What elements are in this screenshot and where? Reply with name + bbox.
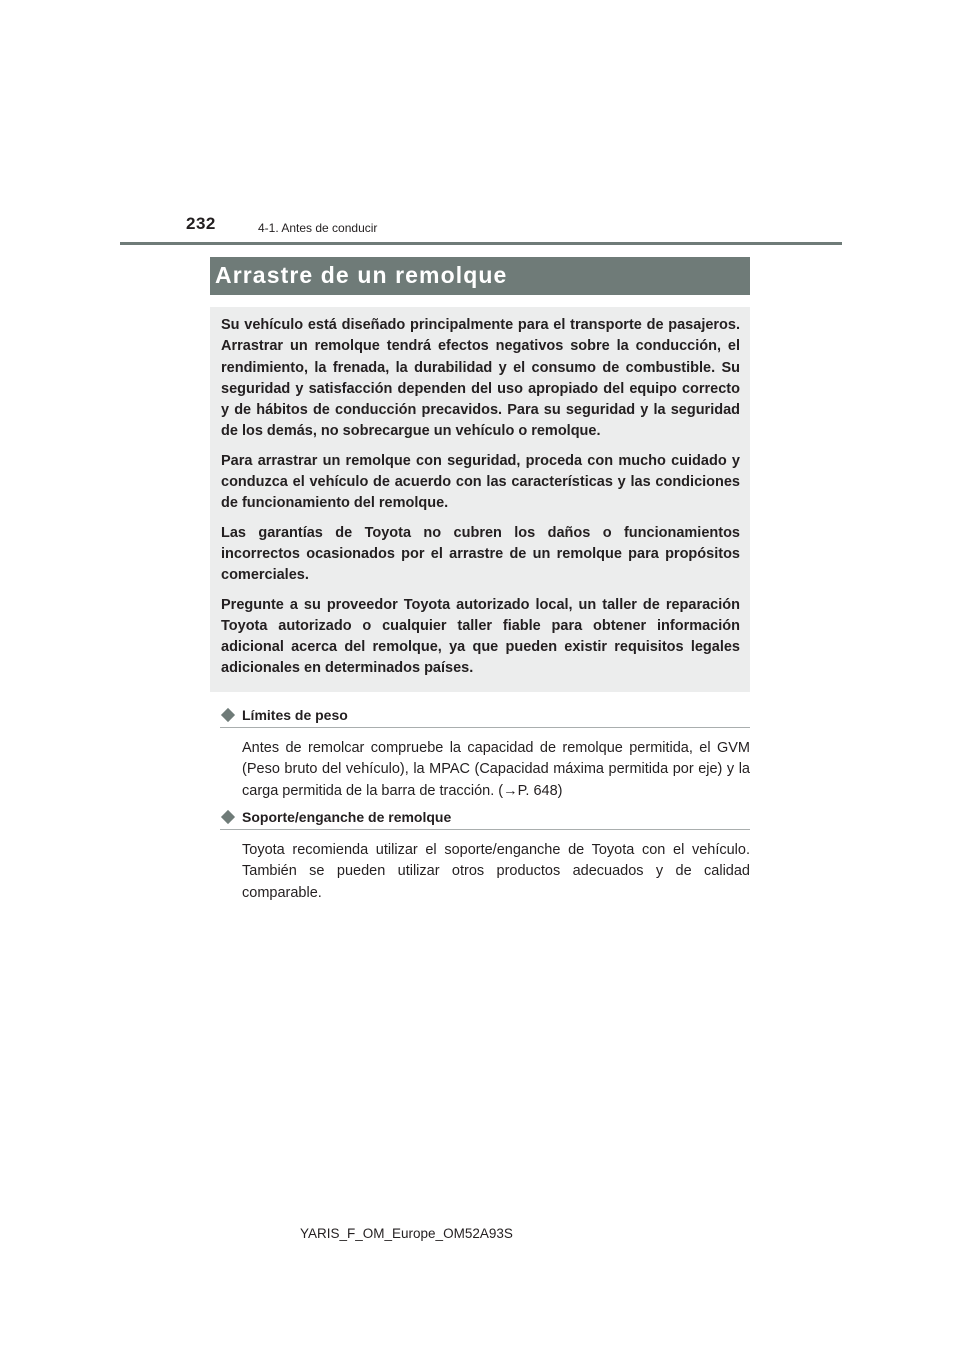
- section-body: Toyota recomienda utilizar el soporte/enganche de Toyota con el vehículo. También se pueden utilizar otros productos adecuados y de calidad comparable.: [242, 842, 750, 901]
- section-trailer-hitch: [220, 808, 750, 904]
- header-divider: [120, 242, 842, 245]
- intro-paragraph: Pregunte a su proveedor Toyota autorizado local, un taller de reparación Toyota autorizado o cualquier taller fiable para obtener información adicional acerca del remolque, ya que pueden existir requisitos legales adicionales en determinados países.: [221, 596, 740, 677]
- page-title: Arrastre de un remolque: [215, 262, 508, 288]
- intro-paragraph: Para arrastrar un remolque con seguridad, proceda con mucho cuidado y conduzca el vehículo de acuerdo con las características y las condiciones de funcionamiento del remolque.: [221, 452, 740, 512]
- section-heading-label: Soporte/enganche de remolque: [242, 808, 452, 825]
- document-code: YARIS_F_OM_Europe_OM52A93S: [300, 1226, 513, 1241]
- diamond-icon: [221, 707, 235, 721]
- intro-paragraph: Las garantías de Toyota no cubren los daños o funcionamientos incorrectos ocasionados por el arrastre de un remolque para propósitos comerciales.: [221, 524, 740, 584]
- diamond-icon: [221, 809, 235, 823]
- section-body: Antes de remolcar compruebe la capacidad de remolque permitida, el GVM (Peso bruto del vehículo), la MPAC (Capacidad máxima permitida por eje) y la carga permitida de la barra de tracción. (→P. 648): [242, 740, 750, 799]
- section-heading: [220, 706, 750, 728]
- page-number: 232: [186, 214, 216, 233]
- section-path: 4-1. Antes de conducir: [258, 221, 378, 235]
- intro-paragraph: Su vehículo está diseñado principalmente para el transporte de pasajeros. Arrastrar un remolque tendrá efectos negativos sobre la conducción, el rendimiento, la frenada, la durabilidad y el consumo de combustible. Su seguridad y satisfacción dependen del uso apropiado del equipo correcto y de hábitos de conducción precavidos. Para su seguridad y la seguridad de los demás, no sobrecargue un vehículo o remolque.: [221, 317, 740, 440]
- section-weight-limits: [220, 706, 750, 802]
- title-bar: [210, 257, 750, 295]
- intro-box: [210, 307, 750, 692]
- section-heading: [220, 808, 750, 830]
- section-heading-label: Límites de peso: [242, 706, 348, 723]
